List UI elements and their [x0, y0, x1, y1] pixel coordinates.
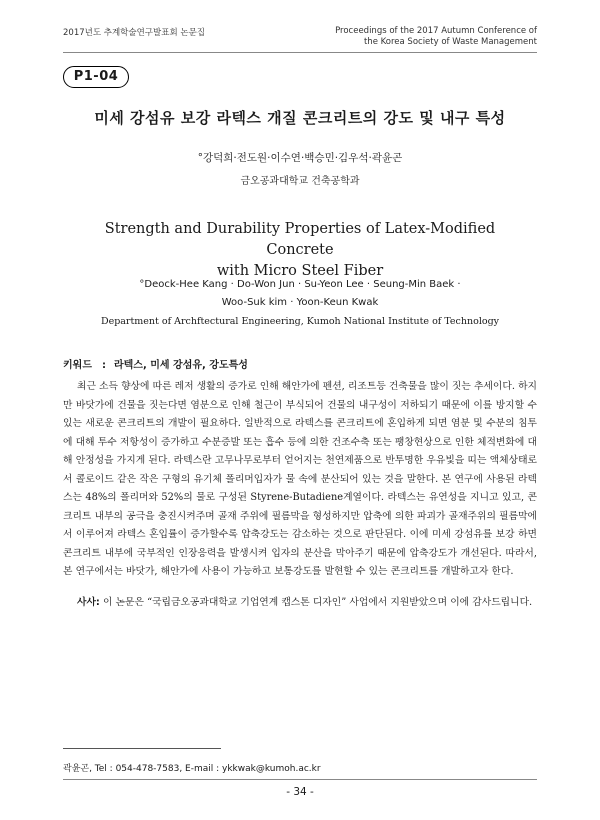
- affiliation-english: Department of Archftectural Engineering, Kumoh National Institute of Technology: [100, 316, 500, 327]
- page-number: - 34 -: [286, 786, 314, 798]
- running-header-right: [335, 26, 537, 48]
- authors-english: [80, 276, 520, 312]
- running-header-right-line2: the Korea Society of Waste Management: [363, 37, 537, 47]
- authors-english-line1: °Deock-Hee Kang · Do-Won Jun · Su-Yeon Lee · Seung-Min Baek ·: [139, 279, 461, 290]
- authors-korean: °강덕희·전도원·이수연·백승민·김우석·곽윤곤: [197, 152, 403, 164]
- affiliation-korean: 금오공과대학교 건축공학과: [240, 176, 360, 187]
- title-english-line1: Strength and Durability Properties of Latex-Modified Concrete: [104, 221, 496, 258]
- title-english: [80, 219, 520, 282]
- acknowledgement-text: 이 논문은 “국립금오공과대학교 기업연계 캡스톤 디자인” 사업에서 지원받았으며 이에 감사드립니다.: [102, 597, 533, 608]
- title-english-line2: with Micro Steel Fiber: [216, 263, 384, 279]
- running-header-right-line1: Proceedings of the 2017 Autumn Conference of: [335, 26, 537, 36]
- footer-rule: [63, 779, 537, 780]
- keywords-separator: :: [101, 360, 106, 371]
- running-header-left: 2017년도 추계학술연구발표회 논문집: [63, 28, 205, 38]
- authors-english-line2: Woo-Suk kim · Yoon-Keun Kwak: [221, 297, 379, 308]
- title-korean: 미세 강섬유 보강 라텍스 개질 콘크리트의 강도 및 내구 특성: [94, 109, 506, 127]
- paper-code-badge: P1-04: [63, 66, 129, 88]
- corresponding-author-footnote: 곽윤곤, Tel : 054-478-7583, E-mail : ykkwak@kumoh.ac.kr: [63, 764, 321, 774]
- keywords-value: 라텍스, 미세 강섬유, 강도특성: [113, 360, 248, 371]
- abstract-body: 최근 소득 향상에 따른 레저 생활의 증가로 인해 해안가에 펜션, 리조트등 건축물을 많이 짓는 추세이다. 하지만 바닷가에 건물을 짓는다면 염분으로 인해 철근이 부식되어 건물의 내구성이 저하되기 때문에 이를 방지할 수 있는 새로운 콘크리트의 개발이 필요하다. 일반적으로 라텍스를 콘크리트에 혼입하게 되면 염분 및 수분의 침투에 대해 투수 저항성이 증가하고 수분증발 또는 흡수 등에 의한 건조수축 또는 팽창현상으로 인한 체적변화에 대해 안정성을 가지게 된다. 라텍스란 고무나무로부터 얻어지는 천연제품으로 반투명한 우유빛을 띠는 액체상태로서 콜로이드 같은 작은 구형의 유기체 폴리머입자가 물 속에 분산되어 있는 것을 말한다. 본 연구에 사용된 라텍스는 48%의 폴리머와 52%의 물로 구성된 Styrene-Butadiene계열이다. 라텍스는 유연성을 지니고 있고, 콘크리트 내부의 공극을 충진시켜주며 골재 주위에 필름막을 형성하지만 압축에 의한 파괴가 골재주위의 필름막에서 이루어져 라텍스 혼입률이 증가할수록 압축강도는 감소하는 것으로 판단된다. 이에 미세 강섬유를 보강 하면 콘크리트 내부에 국부적인 인장응력을 발생시켜 입자의 분산을 막아주기 때문에 압축강도가 개선된다. 따라서, 본 연구에서는 바닷가, 해안가에 사용이 가능하고 보통강도를 발현할 수 있는 콘크리트를 개발하고자 한다.: [63, 381, 537, 577]
- acknowledgement-label: 사사:: [77, 597, 100, 608]
- header-rule: [63, 52, 537, 53]
- footnote-rule: [63, 748, 221, 749]
- keywords-line: [63, 356, 248, 371]
- acknowledgement: [63, 594, 537, 608]
- keywords-label: 키워드: [63, 360, 92, 371]
